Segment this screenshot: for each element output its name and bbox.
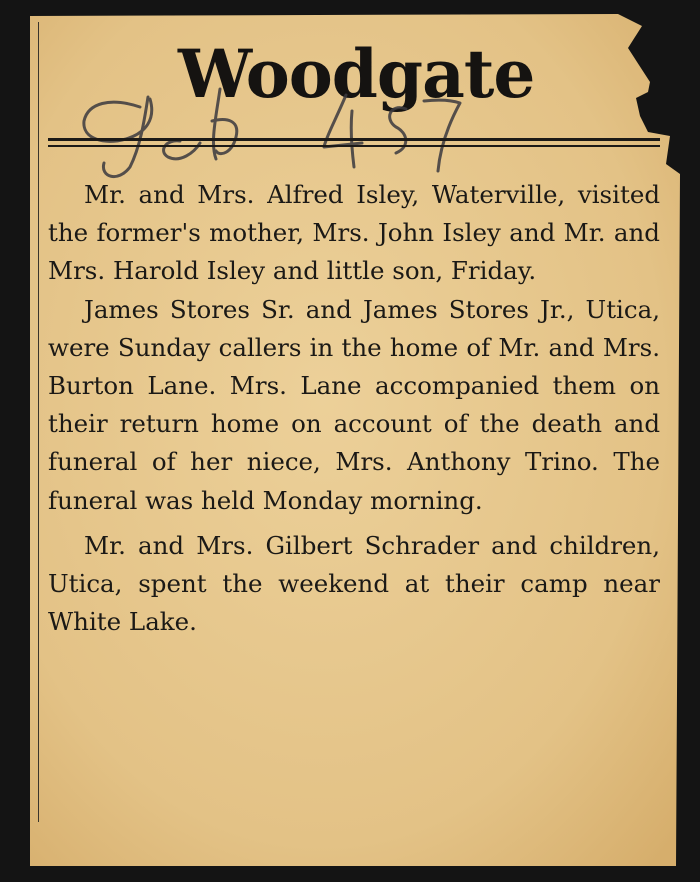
headline-rule-bottom [48, 145, 660, 147]
article-body [48, 176, 660, 641]
column-rule-left [38, 22, 39, 822]
headline: Woodgate [178, 35, 535, 113]
newspaper-clipping [30, 14, 680, 866]
headline-rule-top [48, 138, 660, 141]
paragraph-isley-visit: Mr. and Mrs. Alfred Isley, Waterville, visited the former's mother, Mrs. John Isley and Mr. and Mrs. Harold Isley and little son, Friday. [48, 180, 660, 286]
handwritten-date [70, 59, 540, 189]
paragraph-schrader-weekend: Mr. and Mrs. Gilbert Schrader and children, Utica, spent the weekend at their camp near White Lake. [48, 530, 660, 637]
paragraph-stores-callers: James Stores Sr. and James Stores Jr., Utica, were Sunday callers in the home of Mr. and Mrs. Burton Lane. Mrs. Lane accompanied them on their return home on account of the death and funeral of her niece, Mrs. Anthony Trino. The funeral was held Monday morning. [48, 294, 660, 515]
